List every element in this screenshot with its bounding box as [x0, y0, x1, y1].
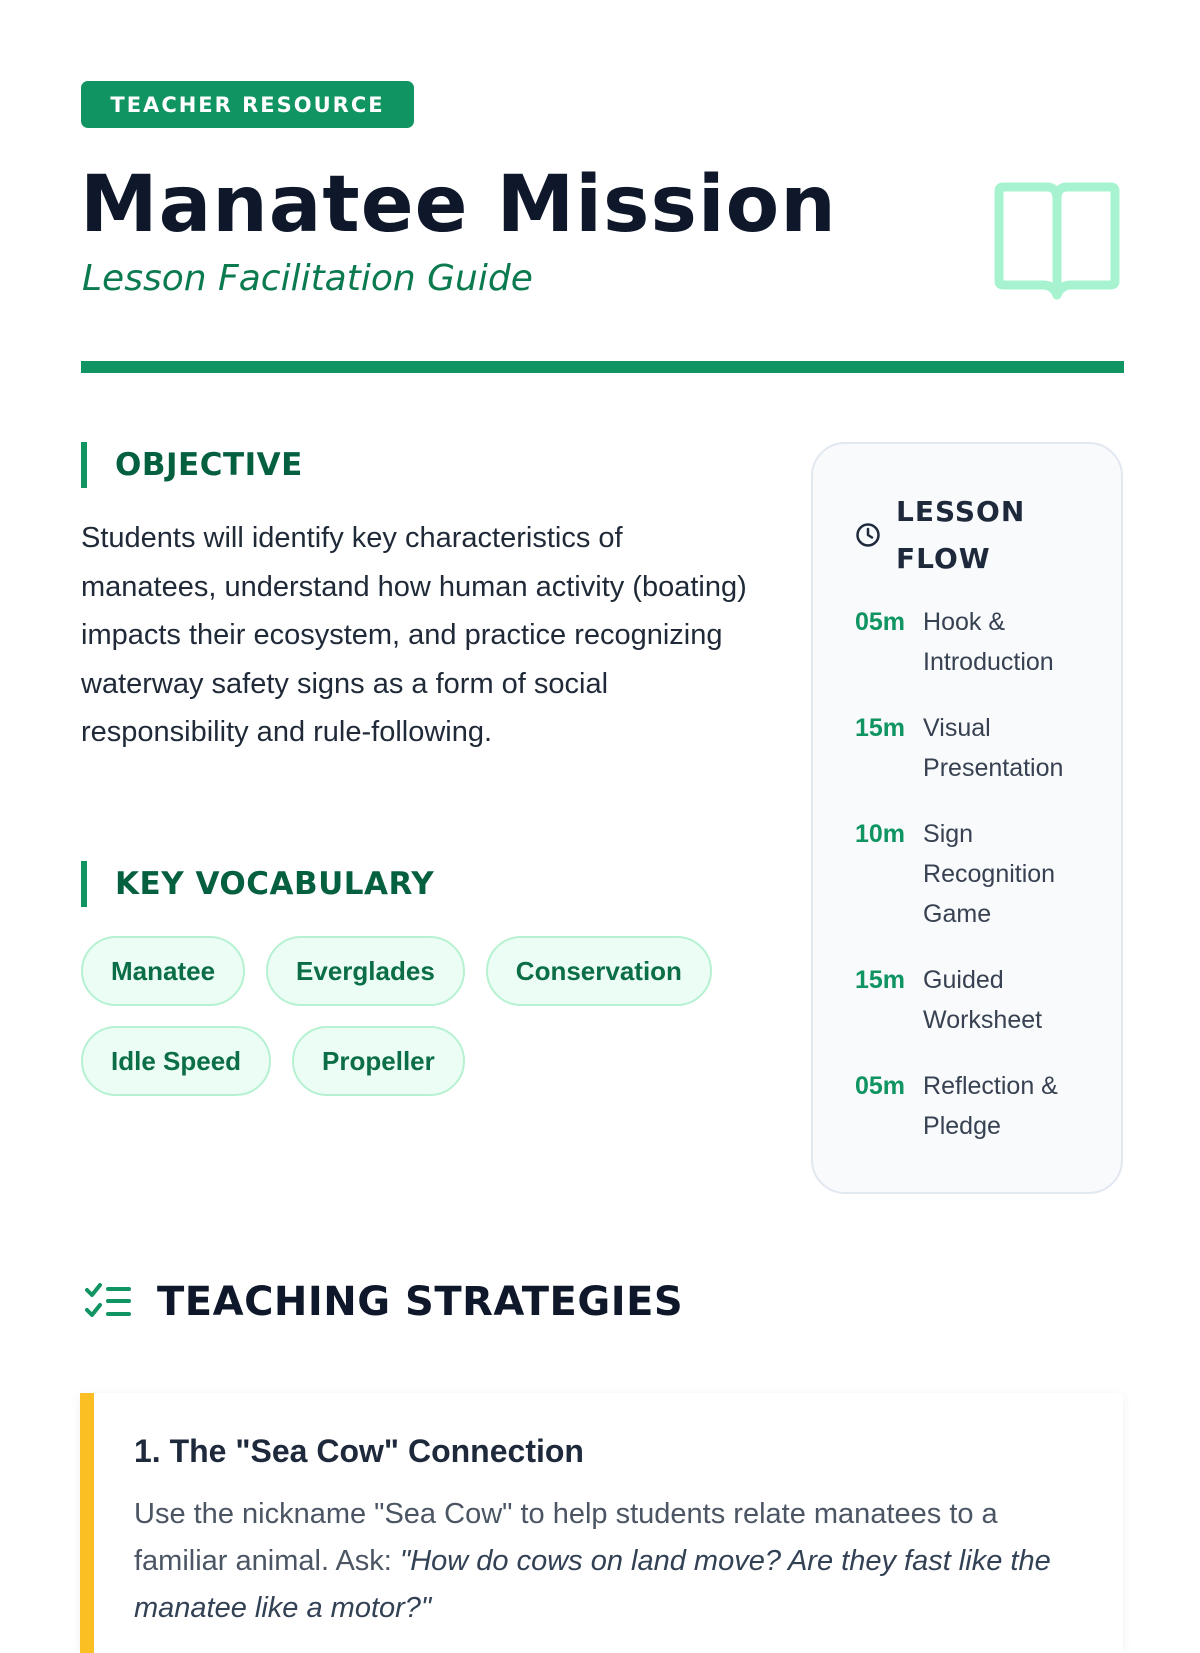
strategy-body: [134, 1491, 1074, 1632]
vocab-chip-everglades: Everglades: [266, 936, 465, 1006]
book-open-icon: [993, 183, 1121, 299]
objective-text: Students will identify key characteristics of manatees, understand how human activity (boating) impacts their ecosystem, and practice recognizing waterway safety signs as a form of social responsibility and rule-following.: [81, 522, 747, 748]
flow-duration: 15m: [855, 966, 906, 994]
page-subtitle: Lesson Facilitation Guide: [82, 258, 533, 299]
clock-icon: [855, 522, 881, 548]
lesson-flow-heading: LESSON FLOW: [896, 495, 1026, 575]
flow-duration: 05m: [855, 1072, 906, 1100]
list-item: [855, 960, 1105, 1040]
checklist-icon: [84, 1281, 132, 1323]
vocab-chip-conservation: Conservation: [486, 936, 712, 1006]
teaching-strategies-header: [84, 1277, 683, 1327]
lesson-flow-list: [855, 602, 1105, 1172]
teacher-resource-badge: TEACHER RESOURCE: [81, 81, 414, 128]
list-item: [855, 602, 1105, 682]
flow-activity: Visual Presentation: [923, 714, 1064, 782]
flow-duration: 05m: [855, 608, 906, 636]
strategy-title: 1. The "Sea Cow" Connection: [134, 1433, 584, 1469]
strategy-body-text: Use the nickname "Sea Cow" to help students relate manatees to a familiar animal. Ask:: [134, 1498, 998, 1577]
strategy-body-quote: "How do cows on land move? Are they fast like the manatee like a motor?": [134, 1545, 1051, 1624]
vocab-chip-idle-speed: Idle Speed: [81, 1026, 271, 1096]
list-item: [855, 814, 1105, 934]
vocab-chip-manatee: Manatee: [81, 936, 245, 1006]
list-item: [855, 1066, 1105, 1146]
vocabulary-heading: KEY VOCABULARY: [81, 861, 434, 907]
objective-heading: OBJECTIVE: [81, 442, 303, 488]
vocab-chip-propeller: Propeller: [292, 1026, 465, 1096]
flow-activity: Reflection & Pledge: [923, 1072, 1058, 1140]
flow-activity: Guided Worksheet: [923, 966, 1043, 1034]
vocabulary-list: [81, 936, 781, 1096]
flow-activity: Hook & Introduction: [923, 608, 1054, 676]
strategy-card: [80, 1393, 1123, 1653]
page-title: Manatee Mission: [80, 160, 837, 250]
lesson-flow-header: [855, 488, 1056, 582]
header-divider: [81, 361, 1124, 373]
flow-activity: Sign Recognition Game: [923, 820, 1056, 928]
flow-duration: 15m: [855, 714, 906, 742]
teaching-strategies-heading: TEACHING STRATEGIES: [157, 1279, 684, 1325]
list-item: [855, 708, 1105, 788]
lesson-flow-card: [811, 442, 1123, 1194]
flow-duration: 10m: [855, 820, 906, 848]
